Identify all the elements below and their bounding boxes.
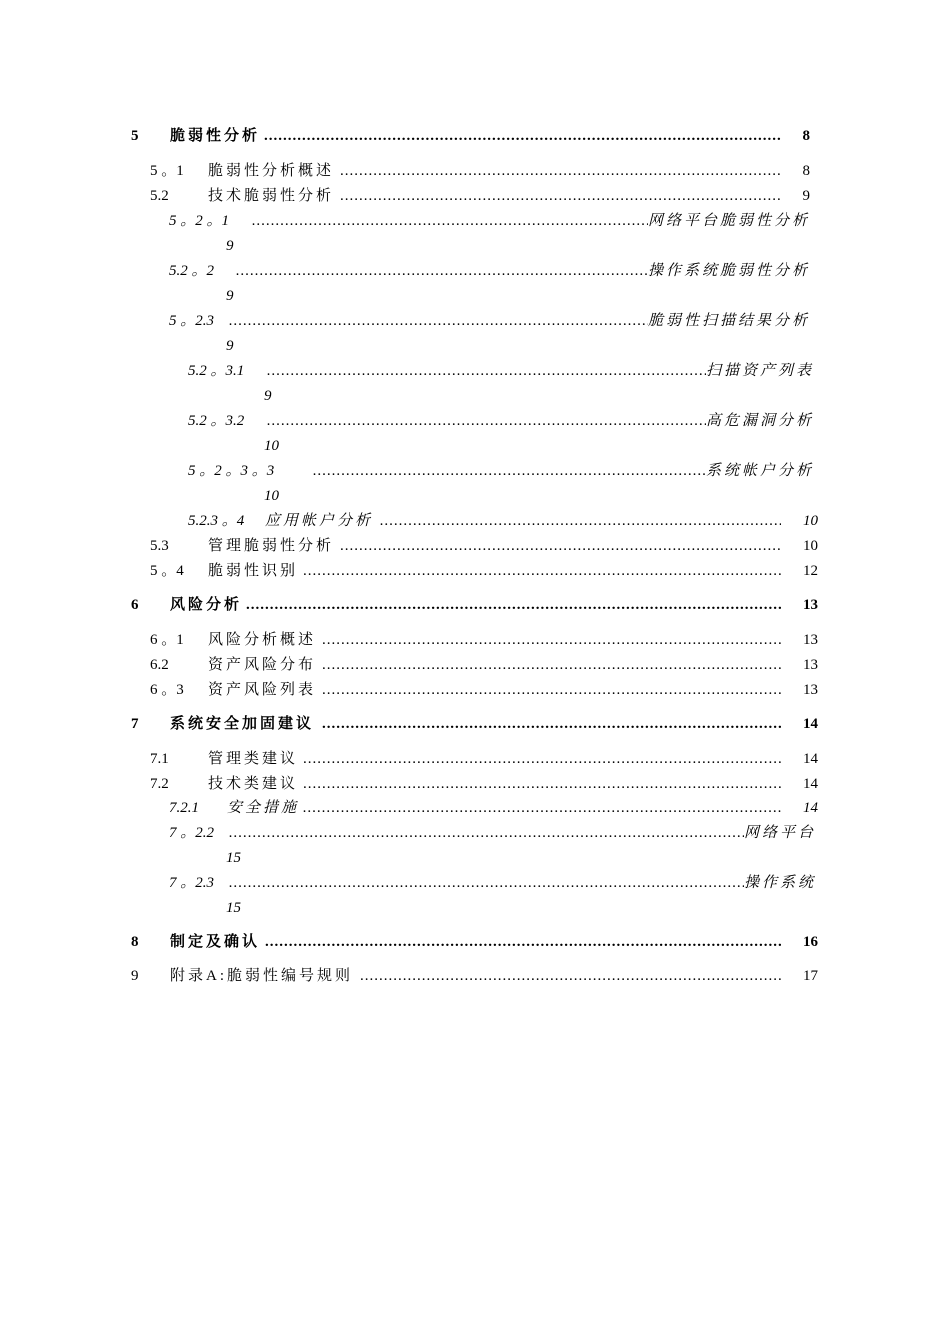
toc-number: 5.2.3 。4	[188, 513, 245, 529]
toc-entry[interactable]	[0, 966, 950, 986]
toc-entry-page-line	[0, 898, 950, 918]
toc-number: 6.2	[150, 657, 169, 673]
toc-entry[interactable]	[0, 536, 950, 556]
toc-leader	[267, 411, 706, 431]
toc-leader	[229, 311, 648, 331]
toc-number: 7.2.1	[169, 800, 199, 816]
toc-entry[interactable]	[0, 630, 950, 650]
toc-entry[interactable]	[0, 561, 950, 581]
toc-entry-page-line	[0, 236, 950, 256]
toc-leader	[380, 511, 781, 531]
toc-title: 制定及确认	[170, 934, 261, 950]
toc-leader	[340, 161, 781, 181]
toc-entry[interactable]	[0, 823, 950, 843]
toc-number: 5.2 。2	[169, 263, 215, 279]
toc-entry[interactable]	[0, 511, 950, 531]
toc-number: 7.2	[150, 776, 169, 792]
toc-title: 操作系统脆弱性分析	[648, 263, 811, 279]
toc-page: 16	[803, 934, 818, 950]
toc-page: 9	[264, 388, 272, 404]
toc-page: 14	[803, 776, 818, 792]
toc-page: 15	[226, 850, 241, 866]
toc-leader	[303, 798, 781, 818]
toc-number: 5 。2 。1	[169, 213, 230, 229]
toc-entry[interactable]	[0, 932, 950, 952]
toc-entry[interactable]	[0, 798, 950, 818]
toc-number: 5.2 。3.1	[188, 363, 245, 379]
toc-number: 7.1	[150, 751, 169, 767]
toc-entry[interactable]	[0, 126, 950, 146]
toc-entry[interactable]	[0, 774, 950, 794]
toc-entry[interactable]	[0, 211, 950, 231]
toc-entry-page-line	[0, 848, 950, 868]
toc-entry[interactable]	[0, 680, 950, 700]
toc-number: 6	[131, 597, 139, 613]
toc-title: 附录A:脆弱性编号规则	[170, 968, 354, 984]
toc-page: 8	[802, 128, 810, 144]
toc-leader	[340, 186, 781, 206]
toc-leader	[322, 714, 781, 734]
toc-entry-page-line	[0, 486, 950, 506]
toc-entry[interactable]	[0, 873, 950, 893]
toc-number: 7 。2.2	[169, 825, 215, 841]
toc-page: 13	[803, 657, 818, 673]
toc-page: 9	[226, 288, 234, 304]
toc-title: 系统安全加固建议	[170, 716, 315, 732]
toc-page: 10	[803, 513, 818, 529]
toc-leader	[229, 823, 744, 843]
toc-title: 网络平台	[744, 825, 817, 841]
toc-entry-page-line	[0, 436, 950, 456]
toc-entry[interactable]	[0, 311, 950, 331]
toc-page: 14	[803, 751, 818, 767]
toc-leader	[267, 361, 706, 381]
toc-number: 5	[131, 128, 139, 144]
toc-number: 8	[131, 934, 139, 950]
toc-leader	[322, 630, 781, 650]
toc-leader	[303, 749, 781, 769]
toc-title: 技术脆弱性分析	[208, 188, 335, 204]
toc-title: 资产风险分布	[208, 657, 317, 673]
toc-page: 14	[803, 800, 818, 816]
toc-page: 15	[226, 900, 241, 916]
toc-entry[interactable]	[0, 714, 950, 734]
toc-number: 5 。2.3	[169, 313, 215, 329]
toc-leader	[252, 211, 648, 231]
toc-leader	[236, 261, 648, 281]
toc-entry[interactable]	[0, 461, 950, 481]
toc-title: 脆弱性扫描结果分析	[648, 313, 811, 329]
toc-title: 系统帐户分析	[706, 463, 815, 479]
toc-leader	[322, 680, 781, 700]
toc-entry[interactable]	[0, 161, 950, 181]
toc-leader	[265, 932, 781, 952]
toc-number: 7	[131, 716, 139, 732]
toc-entry-page-line	[0, 336, 950, 356]
toc-title: 脆弱性分析概述	[208, 163, 335, 179]
toc-leader	[322, 655, 781, 675]
toc-leader	[229, 873, 744, 893]
toc-title: 高危漏洞分析	[706, 413, 815, 429]
toc-number: 9	[131, 968, 139, 984]
toc-leader	[264, 126, 781, 146]
toc-entry-page-line	[0, 286, 950, 306]
toc-title: 扫描资产列表	[706, 363, 815, 379]
toc-title: 操作系统	[744, 875, 817, 891]
toc-page: 9	[226, 238, 234, 254]
toc-page: 9	[226, 338, 234, 354]
toc-number: 6 。3	[150, 682, 184, 698]
toc-title: 安全措施	[227, 800, 300, 816]
toc-title: 管理类建议	[208, 751, 299, 767]
toc-entry[interactable]	[0, 261, 950, 281]
toc-page: 14	[803, 716, 818, 732]
toc-title: 网络平台脆弱性分析	[648, 213, 811, 229]
toc-leader	[303, 774, 781, 794]
toc-entry[interactable]	[0, 186, 950, 206]
toc-number: 5.2	[150, 188, 169, 204]
toc-number: 5 。4	[150, 563, 184, 579]
toc-leader	[303, 561, 781, 581]
toc-page: 10	[264, 438, 279, 454]
toc-title: 脆弱性识别	[208, 563, 299, 579]
toc-number: 7 。2.3	[169, 875, 215, 891]
toc-leader	[340, 536, 781, 556]
toc-page: 9	[802, 188, 810, 204]
toc-page: 13	[803, 682, 818, 698]
toc-entry[interactable]	[0, 595, 950, 615]
toc-title: 风险分析	[170, 597, 243, 613]
toc-page: 10	[803, 538, 818, 554]
toc-number: 5 。1	[150, 163, 184, 179]
toc-leader	[360, 966, 781, 986]
toc-leader	[313, 461, 706, 481]
toc-entry[interactable]	[0, 749, 950, 769]
toc-page: 10	[264, 488, 279, 504]
toc-number: 5 。2 。3 。3	[188, 463, 275, 479]
toc-page: 17	[803, 968, 818, 984]
toc-entry[interactable]	[0, 361, 950, 381]
toc-title: 管理脆弱性分析	[208, 538, 335, 554]
toc-page: 8	[802, 163, 810, 179]
toc-page: 12	[803, 563, 818, 579]
toc-entry[interactable]	[0, 655, 950, 675]
toc-title: 脆弱性分析	[170, 128, 261, 144]
toc-number: 5.3	[150, 538, 169, 554]
toc-title: 风险分析概述	[208, 632, 317, 648]
toc-entry-page-line	[0, 386, 950, 406]
toc-page: 13	[803, 597, 818, 613]
toc-entry[interactable]	[0, 411, 950, 431]
toc-title: 应用帐户分析	[265, 513, 374, 529]
toc-title: 资产风险列表	[208, 682, 317, 698]
toc-leader	[246, 595, 781, 615]
toc-number: 6 。1	[150, 632, 184, 648]
toc-number: 5.2 。3.2	[188, 413, 245, 429]
toc-page: 13	[803, 632, 818, 648]
toc-title: 技术类建议	[208, 776, 299, 792]
